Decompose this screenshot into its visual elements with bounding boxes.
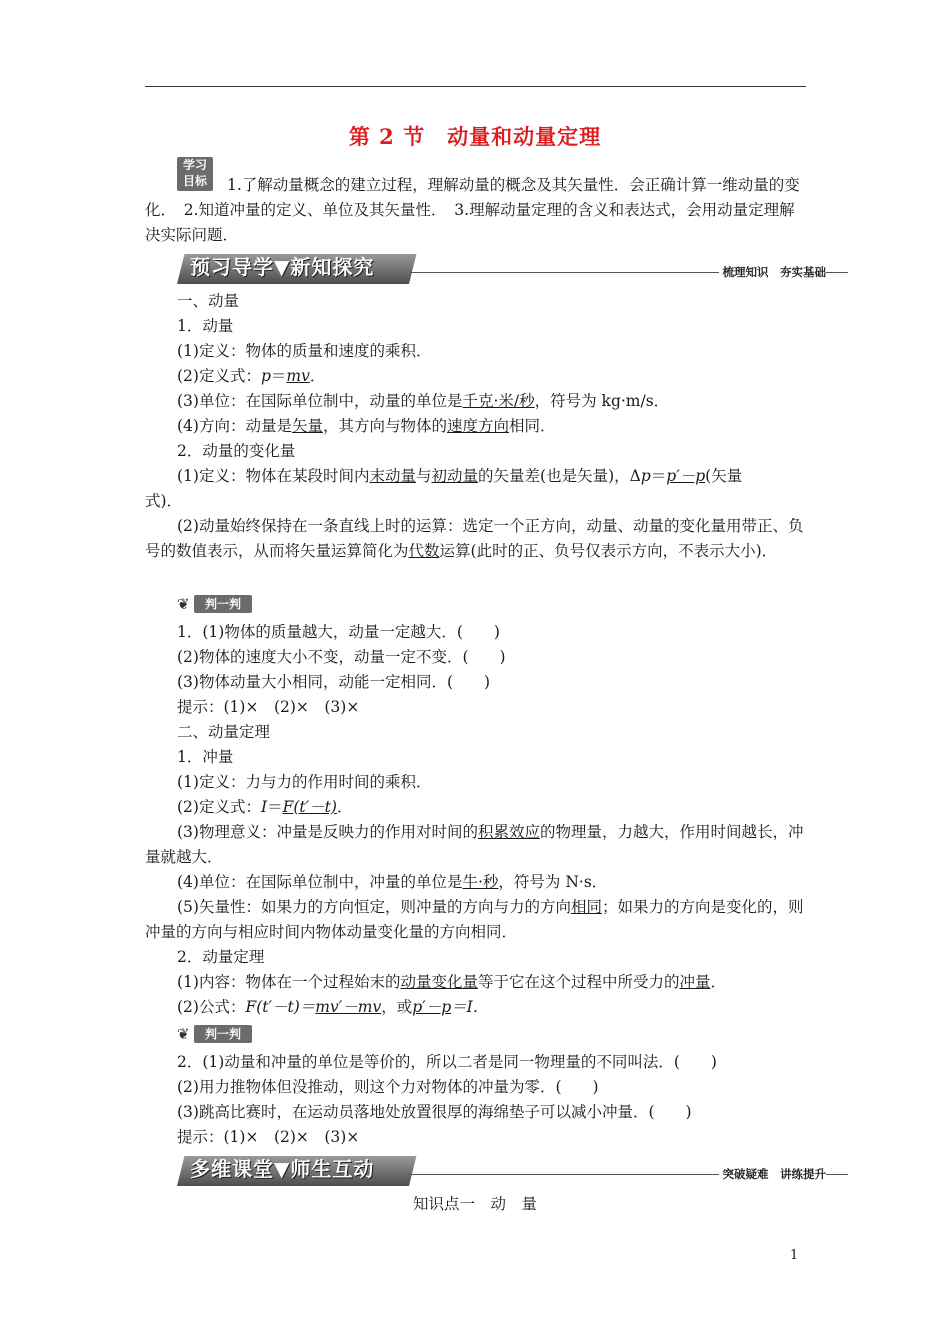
text-line bbox=[177, 389, 669, 414]
section-banner-subtitle: 梳理知识 夯实基础 bbox=[719, 264, 827, 280]
answer-blank: 速度方向 bbox=[447, 417, 510, 435]
answer-blank: p′－p bbox=[412, 998, 452, 1016]
text: (1)定义：物体在某段时间内 bbox=[177, 467, 370, 485]
text: (3)物理意义：冲量是反映力的作用对时间的 bbox=[177, 823, 478, 841]
text-paragraph bbox=[145, 895, 808, 945]
question-line: 2．(1)动量和冲量的单位是等价的，所以二者是同一物理量的不同叫法．( ) bbox=[177, 1053, 717, 1071]
text: ＝ bbox=[650, 467, 667, 485]
knowledge-point-heading: 知识点一 动 量 bbox=[412, 1195, 537, 1213]
question-line: 1．(1)物体的质量越大，动量一定越大．( ) bbox=[177, 623, 500, 641]
page-title: 第 2 节 动量和动量定理 bbox=[348, 124, 602, 149]
answer-blank: mv bbox=[286, 367, 310, 385]
text: 相同． bbox=[509, 417, 556, 435]
text-line bbox=[177, 464, 742, 489]
subsection-heading: 2．动量定理 bbox=[177, 948, 265, 966]
text: (3)单位：在国际单位制中，动量的单位是 bbox=[177, 392, 463, 410]
text-line bbox=[177, 795, 352, 820]
text-line bbox=[177, 414, 556, 439]
text: 等于它在这个过程中所受力的 bbox=[477, 973, 680, 991]
question-line: (3)物体动量大小相同，动能一定相同．( ) bbox=[177, 673, 491, 691]
answer-blank: 初动量 bbox=[431, 467, 479, 485]
hint-line: 提示：(1)× (2)× (3)× bbox=[177, 1128, 360, 1146]
section-banner-title: 预习导学▼新知探究 bbox=[190, 255, 375, 279]
badge-line: 学习 bbox=[182, 158, 207, 172]
symbol: p bbox=[640, 467, 651, 485]
text-line bbox=[177, 995, 488, 1020]
text: ＝ bbox=[267, 798, 283, 816]
judge-label-text: 判一判 bbox=[194, 1025, 252, 1043]
page-number: 1 bbox=[790, 1248, 799, 1263]
answer-blank: 冲量 bbox=[679, 973, 711, 991]
text: 与 bbox=[415, 467, 432, 485]
text-line bbox=[177, 970, 726, 995]
text: ，其方向与物体的 bbox=[322, 417, 447, 435]
answer-blank: p′－p bbox=[666, 467, 706, 485]
answer-blank: 动量变化量 bbox=[400, 973, 478, 991]
answer-blank: 牛·秒 bbox=[462, 873, 499, 891]
text: ，符号为 N·s． bbox=[498, 873, 608, 891]
section-banner-title: 多维课堂▼师生互动 bbox=[190, 1157, 375, 1181]
question-line: (2)物体的速度大小不变，动量一定不变．( ) bbox=[177, 648, 506, 666]
answer-blank: 矢量 bbox=[291, 417, 323, 435]
text: (4)方向：动量是 bbox=[177, 417, 292, 435]
symbol: p bbox=[260, 367, 271, 385]
section-heading: 一、动量 bbox=[177, 292, 240, 310]
answer-blank: 代数 bbox=[408, 542, 440, 560]
text: 的矢量差(也是矢量)，Δ bbox=[478, 467, 641, 485]
text: (2)动量始终保持在一条直线上时的运算：选定一个正方向，动量、动量的变化量用带正、负号的数值表示，从而将矢量运算简化为 bbox=[145, 517, 804, 560]
hint-line: 提示：(1)× (2)× (3)× bbox=[177, 698, 360, 716]
badge-line: 目标 bbox=[182, 174, 207, 188]
text-paragraph bbox=[145, 820, 808, 870]
answer-blank: F(t′－t) bbox=[282, 798, 337, 816]
section-banner-subtitle: 突破疑难 讲练提升 bbox=[719, 1166, 827, 1182]
text: ＝ bbox=[270, 367, 287, 385]
text: (4)单位：在国际单位制中，冲量的单位是 bbox=[177, 873, 463, 891]
answer-blank: mv′－mv bbox=[315, 998, 382, 1016]
answer-blank: 末动量 bbox=[369, 467, 416, 485]
text: (1)内容：物体在一个过程始末的 bbox=[177, 973, 401, 991]
text: ． bbox=[710, 973, 727, 991]
subsection-heading: 1．动量 bbox=[177, 317, 234, 335]
text-line: (1)定义：物体的质量和速度的乘积． bbox=[177, 342, 432, 360]
subsection-heading: 2．动量的变化量 bbox=[177, 442, 296, 460]
question-line: (2)用力推物体但没推动，则这个力对物体的冲量为零．( ) bbox=[177, 1078, 599, 1096]
text-paragraph bbox=[145, 514, 808, 564]
text: ． bbox=[309, 367, 326, 385]
text: (2)定义式： bbox=[177, 798, 261, 816]
answer-blank: 千克·米/秒 bbox=[462, 392, 535, 410]
text-line: (1)定义：力与力的作用时间的乘积． bbox=[177, 773, 432, 791]
question-line: (3)跳高比赛时，在运动员落地处放置很厚的海绵垫子可以减小冲量．( ) bbox=[177, 1103, 692, 1121]
text: (矢量 bbox=[705, 467, 743, 485]
text: ；如果力的方向是变化的，则冲量的方向与相应时间内物体动量变化量的方向相同． bbox=[145, 898, 804, 941]
text: (2)公式： bbox=[177, 998, 246, 1016]
text: ． bbox=[336, 798, 353, 816]
text: (5)矢量性：如果力的方向恒定，则冲量的方向与力的方向 bbox=[177, 898, 571, 916]
leaf-icon: ❦ bbox=[177, 1025, 190, 1043]
text-line bbox=[177, 870, 607, 895]
section-heading: 二、动量定理 bbox=[177, 723, 271, 741]
text: ，或 bbox=[381, 998, 413, 1016]
subsection-heading: 1．冲量 bbox=[177, 748, 234, 766]
header-rule bbox=[145, 86, 806, 87]
formula: F(t′－t)＝ bbox=[245, 998, 316, 1016]
formula: ＝I． bbox=[451, 998, 489, 1016]
text: 运算(此时的正、负号仅表示方向，不表示大小)． bbox=[439, 542, 778, 560]
leaf-icon: ❦ bbox=[177, 595, 190, 613]
learning-goals-text: 1.了解动量概念的建立过程，理解动量的概念及其矢量性．会正确计算一维动量的变化． 2.知道冲量的定义、单位及其矢量性． 3.理解动量定理的含义和表达式，会用动量定理解决实际问题． bbox=[145, 176, 800, 244]
text-line: 式)． bbox=[145, 492, 183, 510]
judge-label-text: 判一判 bbox=[194, 595, 252, 613]
text: (2)定义式： bbox=[177, 367, 261, 385]
text: 的物理量，力越大，作用时间越长，冲量就越大． bbox=[145, 823, 804, 866]
symbol: I bbox=[260, 798, 268, 816]
answer-blank: 相同 bbox=[570, 898, 602, 916]
answer-blank: 积累效应 bbox=[477, 823, 540, 841]
text-line bbox=[177, 364, 325, 389]
text: ，符号为 kg·m/s． bbox=[534, 392, 670, 410]
